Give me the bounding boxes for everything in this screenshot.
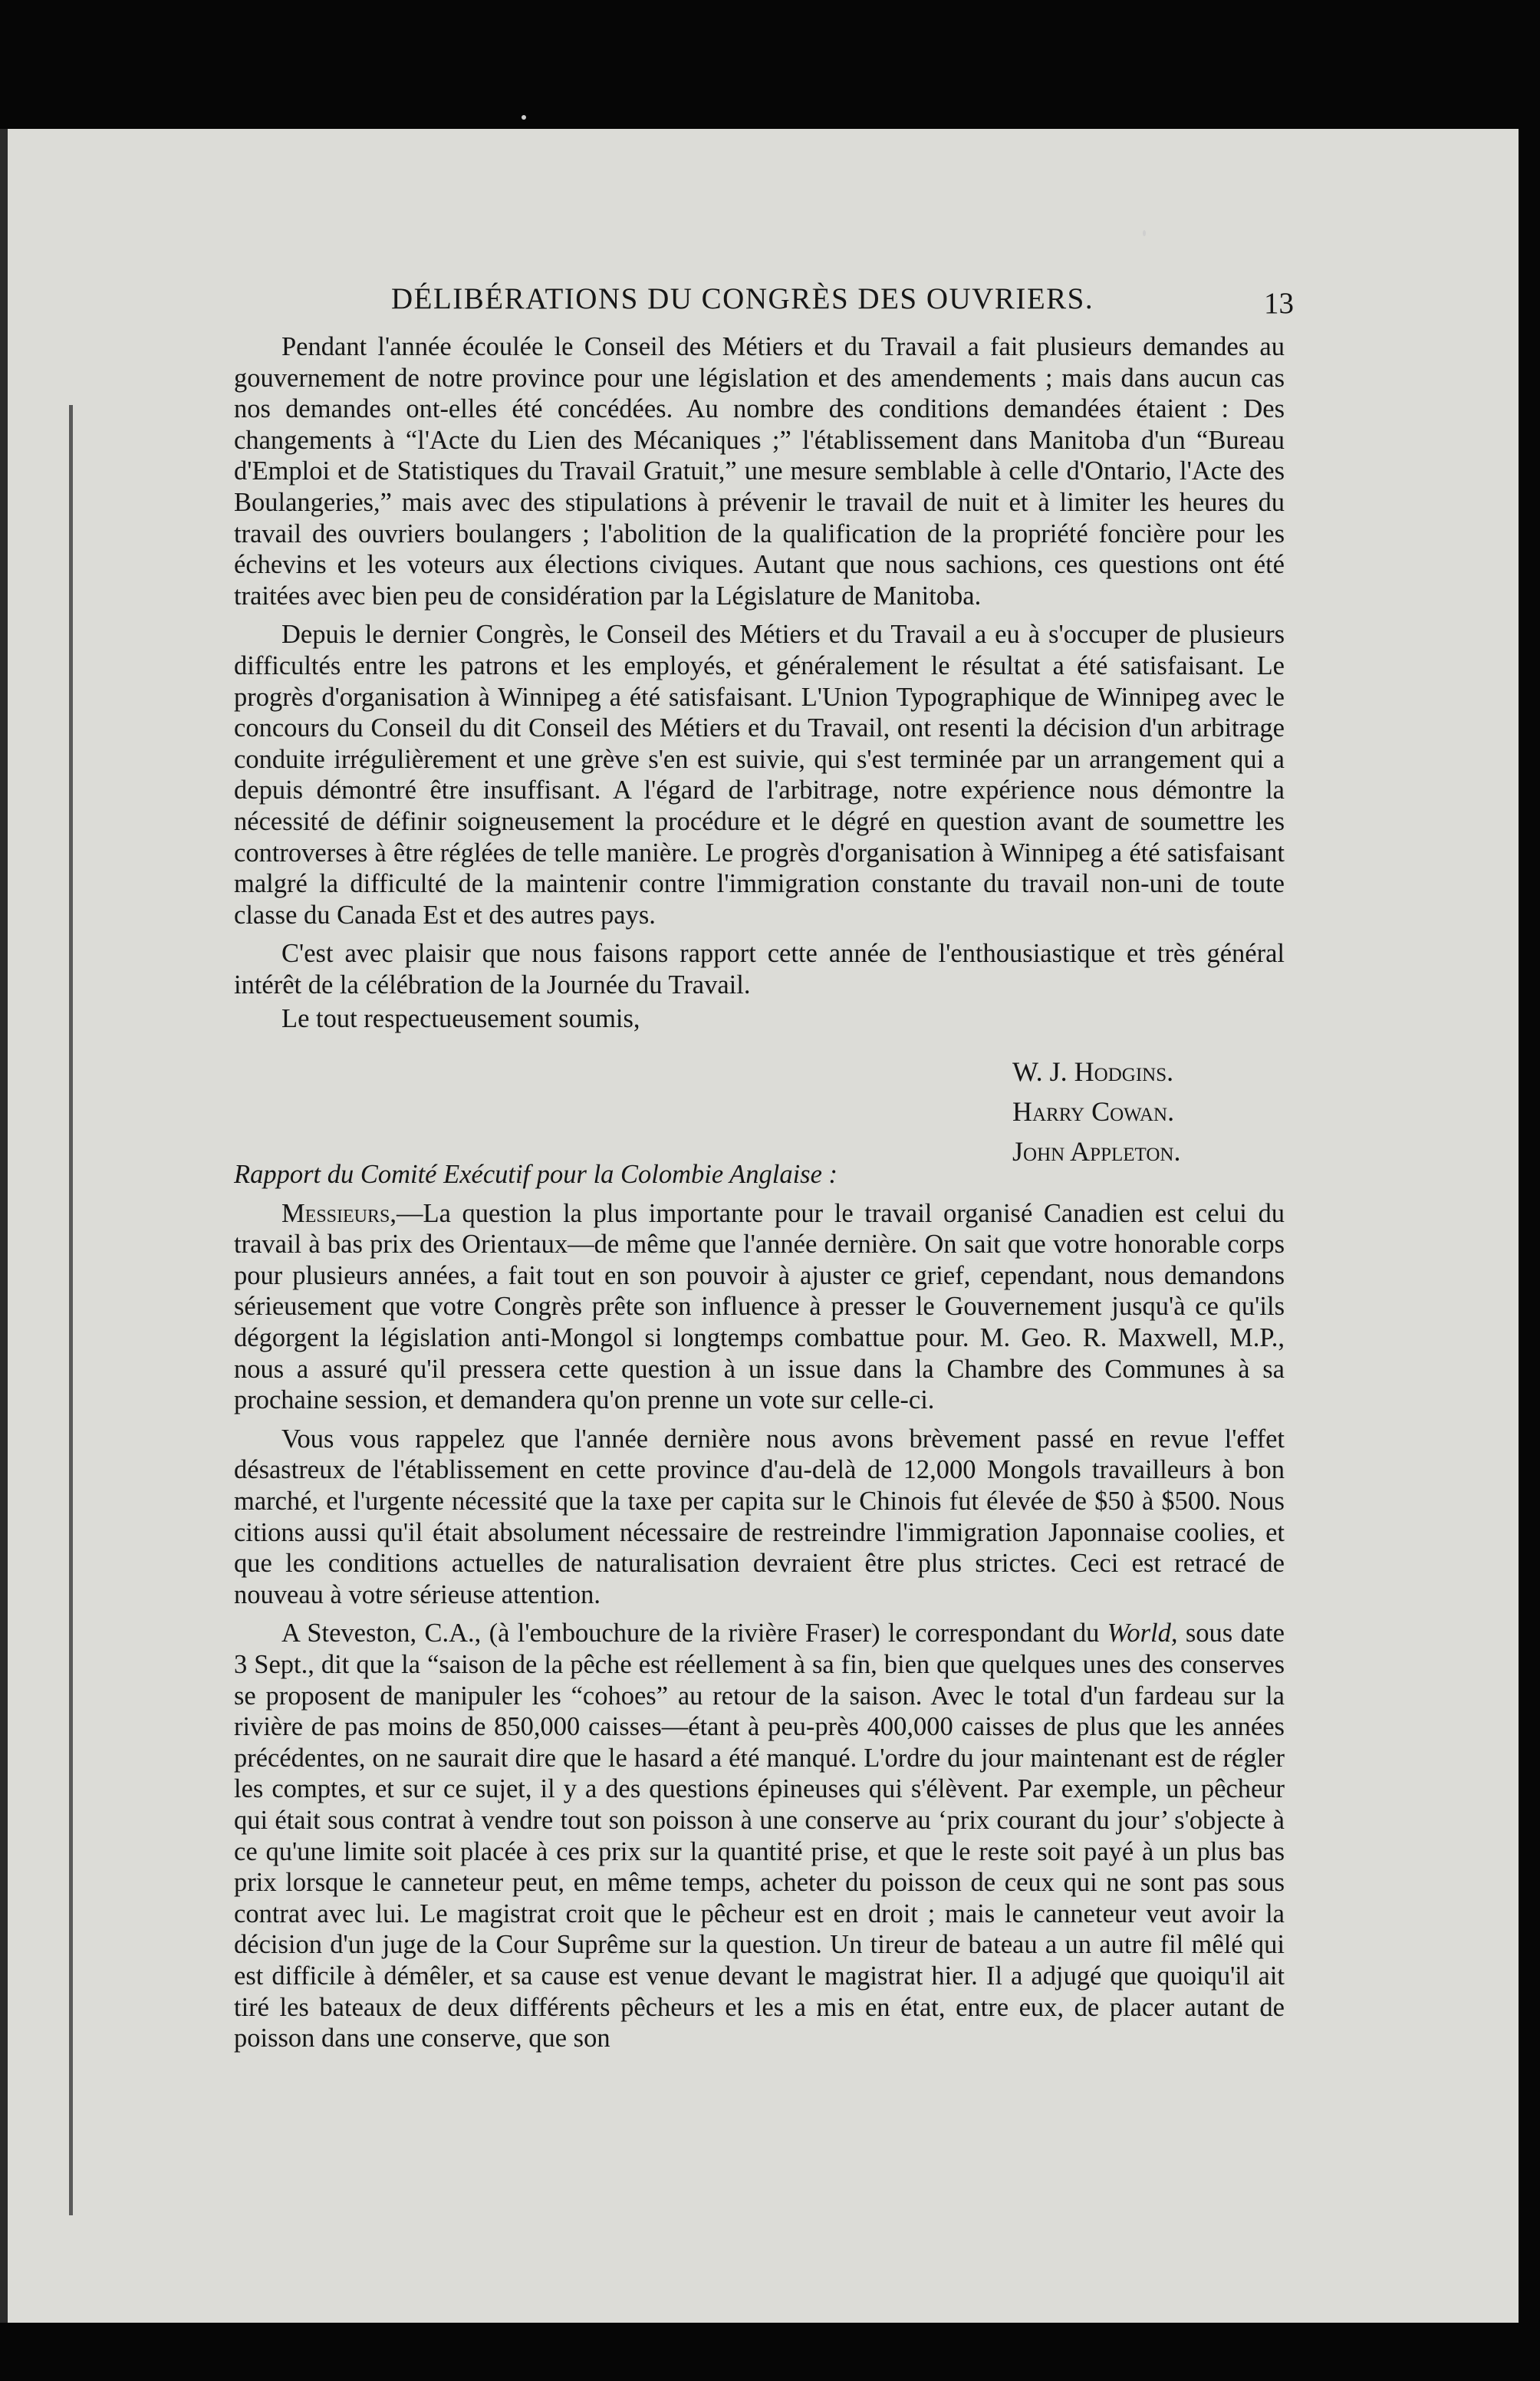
running-head [234, 268, 1294, 331]
paragraph [234, 1198, 1285, 1416]
binding-edge [52, 405, 73, 2215]
signature: Harry Cowan. [1012, 1096, 1175, 1128]
paragraph: Vous vous rappelez que l'année dernière nous avons brèvement passé en revue l'effet désastreux de l'établissement en cette province d'au-delà de 12,000 Mongols travailleurs à bon marché, et l'urgente nécessité que la taxe per capita sur le Chinois fut élevée de $50 à $500. Nous citions aussi qu'il était absolument nécessaire de restreindre l'immigration Japonnaise coolies, et que les conditions actuelles de naturalisation devraient être plus strictes. Ceci est retracé de nouveau à votre sérieuse attention. [234, 1424, 1285, 1609]
dust-speck [522, 115, 526, 120]
paragraph: Pendant l'année écoulée le Conseil des Métiers et du Travail a fait plusieurs demandes au gouvernement de notre province pour une législation et des amendements ; mais dans aucun cas nos demandes ont-elles été concédées. Au nombre des conditions demandées étaient : Des changements à “l'Acte du Lien des Mécaniques ;” l'établissement dans Manitoba d'un “Bureau d'Emploi et de Statistiques du Travail Gratuit,” une mesure semblable à celle d'Ontario, l'Acte des Boulangeries,” mais avec des stipulations à prévenir le travail de nuit et à limiter les heures du travail des ouvriers boulangers ; l'abolition de la qualification de la propriété foncière pour les échevins et les voteurs aux élections civiques. Autant que nous sachions, ces questions ont été traitées avec bien peu de considération par la Législature de Manitoba. [234, 332, 1285, 611]
paragraph-text: sous date 3 Sept., dit que la “saison de la pêche est réellement à sa fin, bien que quelques unes des conserves se proposent de manipuler les “cohoes” au retour de la saison. Avec le total d'un fardeau sur la rivière de pas moins de 850,000 caisses—étant à peu-près 400,000 caisses de plus que les années précédentes, on ne saurait dire que le hasard a été manqué. L'ordre du jour maintenant est de régler les comptes, et sur ce sujet, il y a des questions épineuses qui s'élèvent. Par exemple, un pêcheur qui était sous contrat à vendre tout son poisson à une conserve au ‘prix courant du jour’ s'objecte à ce qu'une limite soit placée à ces prix sur la quantité prise, et que le reste soit payé à un plus bas prix lorsque le canneteur peut, en même temps, acheter du poisson de ceux qui ne sont pas sous contrat avec lui. Le magistrat croit que le pêcheur est en droit ; mais le canneteur veut avoir la décision d'un juge de la Cour Suprême sur la question. Un tireur de bateau a un autre fil mêlé qui est difficile à démêler, et sa cause est venue devant le magistrat hier. Il a adjugé que quoiqu'il ait tiré les bateaux de deux différents pêcheurs et les a mis en état, entre eux, de placer autant de poisson dans une conserve, que son [234, 1619, 1285, 2053]
newspaper-title: World, [1107, 1619, 1178, 1648]
paragraph: Depuis le dernier Congrès, le Conseil des Métiers et du Travail a eu à s'occuper de plusieurs difficultés entre les patrons et les employés, et généralement le résultat a été satisfaisant. Le progrès d'organisation à Winnipeg a été satisfaisant. L'Union Typographique de Winnipeg avec le concours du Conseil du dit Conseil des Métiers et du Travail, ont resenti la décision d'un arbitrage conduite irrégulièrement et une grève s'en est suivie, qui s'est terminée par un arrangement qui a depuis démontré être insuffisant. A l'égard de l'arbitrage, notre expérience nous démontre la nécessité de définir soigneusement la procédure et le dégré en question avant de soumettre les controverses à être réglées de telle manière. Le progrès d'organisation à Winnipeg a été satisfaisant malgré la difficulté de la maintenir contre l'immigration constante du travail non-uni de toute classe du Canada Est et des autres pays. [234, 620, 1285, 930]
paragraph-text: —La question la plus importante pour le travail organisé Canadien est celui du travail à bas prix des Orientaux—de même que l'année dernière. On sait que votre honorable corps pour plusieurs années, a fait tout en son pouvoir à ajuster ce grief, cependant, nous demandons sérieusement que votre Congrès prête son influence à presser le Gouvernement jusqu'à ce qu'ils dégorgent la législation anti-Mongol si longtemps combattue pour. M. Geo. R. Maxwell, M.P., nous a assuré qu'il pressera cette question à un issue dans la Chambre des Communes à sa prochaine session, et demandera qu'on prenne un vote sur celle-ci. [234, 1198, 1285, 1415]
signature: W. J. Hodgins. [1012, 1056, 1174, 1088]
closing-line: Le tout respectueusement soumis, [281, 1004, 640, 1034]
section-heading: Rapport du Comité Exécutif pour la Colombie Anglaise : [234, 1160, 838, 1190]
running-head-title: DÉLIBÉRATIONS DU CONGRÈS DES OUVRIERS. [391, 282, 1094, 315]
salutation: Messieurs, [281, 1198, 397, 1228]
signature-block [1012, 1052, 1285, 1171]
page-number: 13 [1264, 287, 1294, 320]
paragraph [234, 1618, 1285, 2053]
paragraph: C'est avec plaisir que nous faisons rapport cette année de l'enthousiastique et très général intérêt de la célébration de la Journée du Travail. [234, 939, 1285, 999]
page-content [234, 268, 1294, 2054]
signature: John Appleton. [1012, 1136, 1181, 1167]
dust-speck [1143, 230, 1146, 236]
paragraph-text: A Steveston, C.A., (à l'embouchure de la rivière Fraser) le correspondant du [281, 1619, 1107, 1648]
